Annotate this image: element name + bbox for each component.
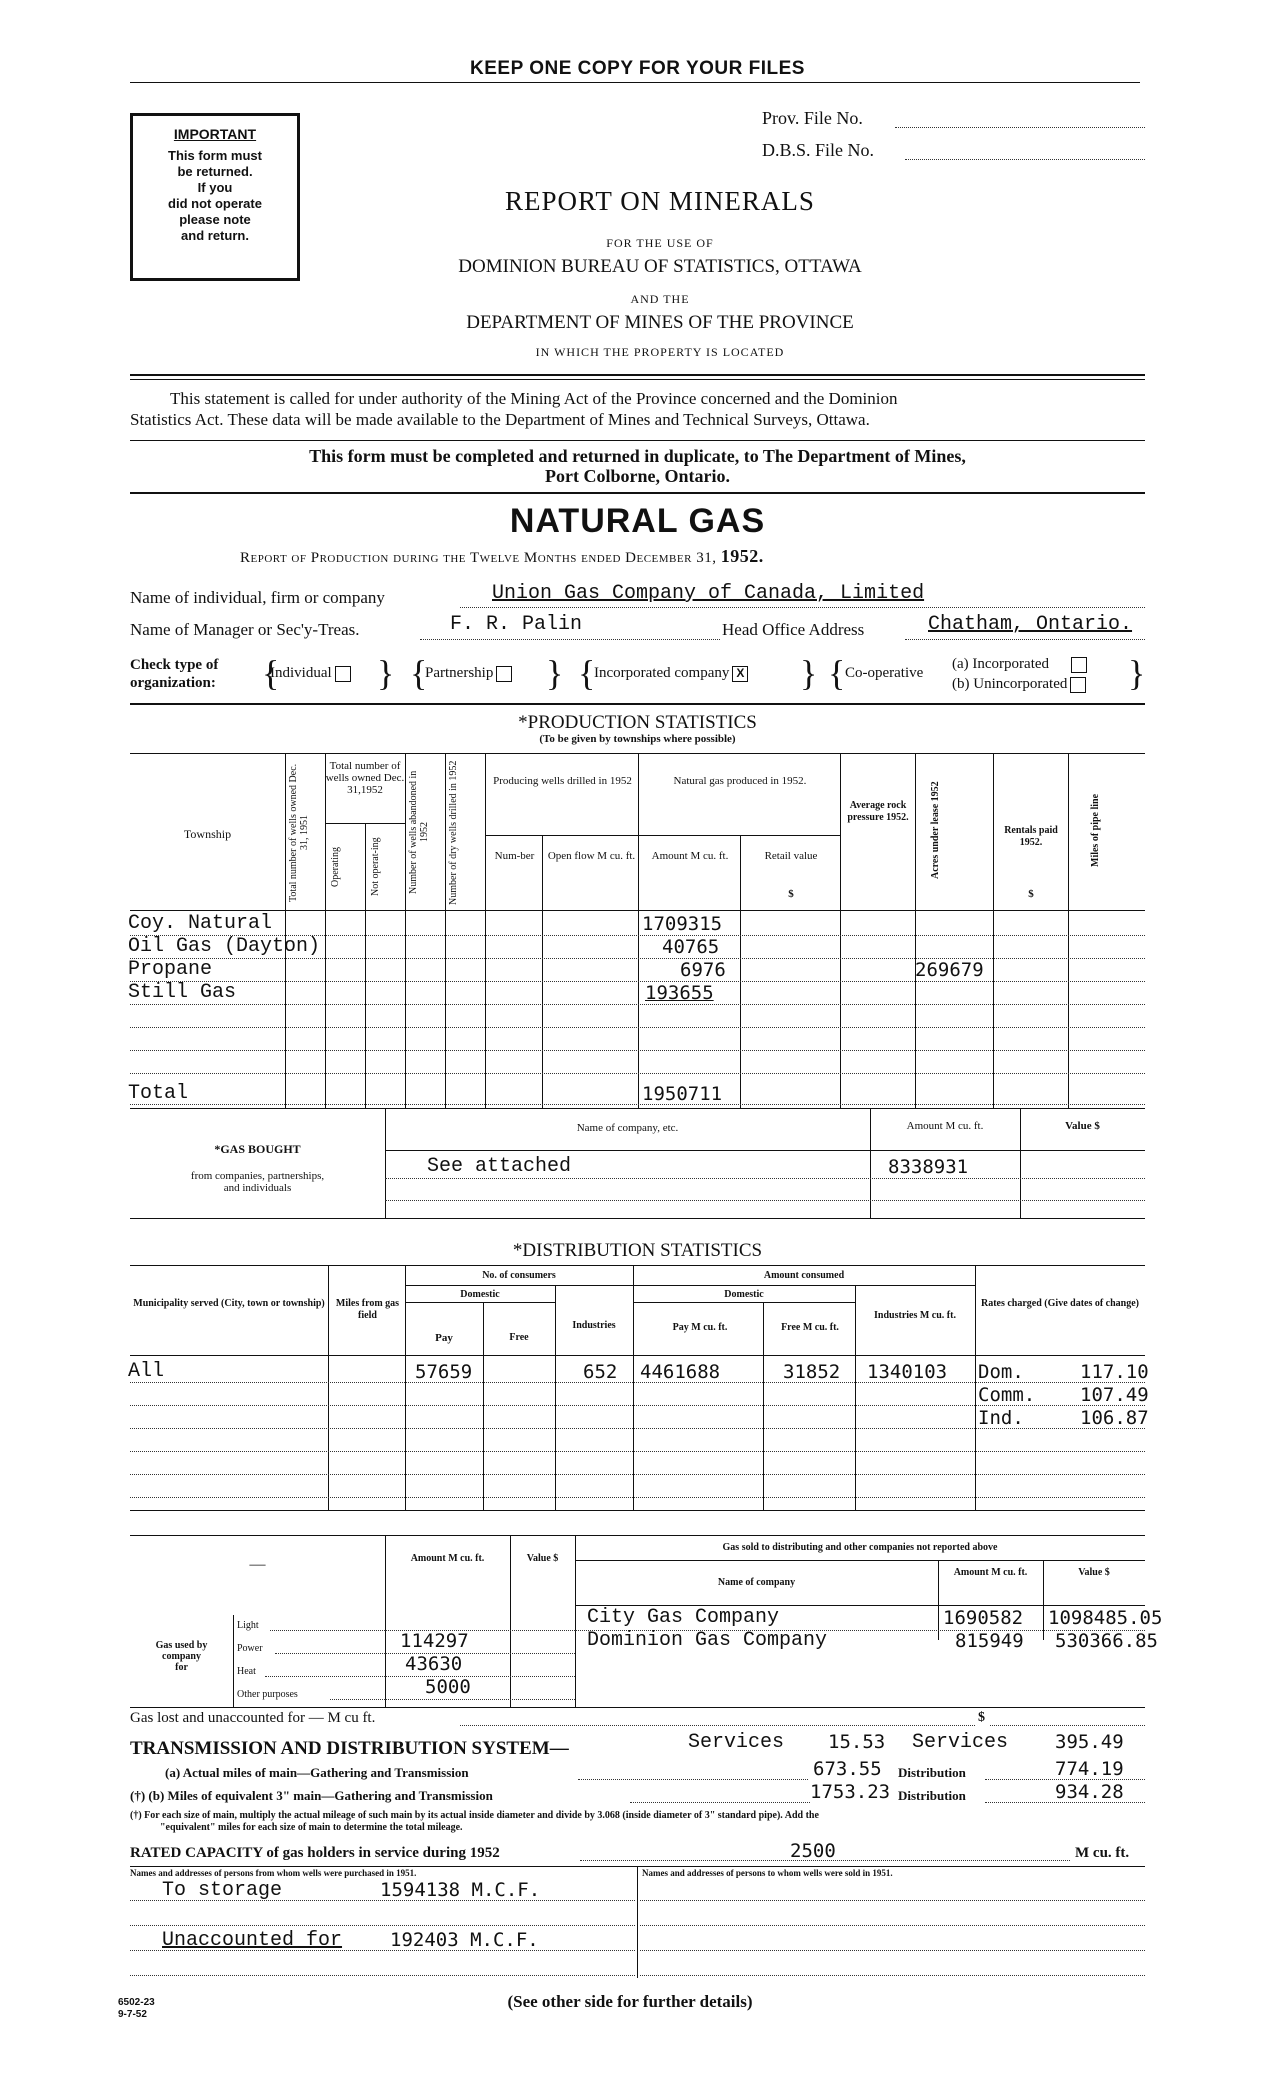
gas-used-power: Power (237, 1643, 263, 1654)
gas-sold-company[interactable]: City Gas Company (587, 1606, 780, 1629)
transmission-footnote: (†) For each size of main, multiply the actual mileage of such main by its actual inside diameter and divide by 3.068 (inside diameter of 3" standard pipe). Add the "equivalent" miles for each size of main to determine the total mileage. (130, 1810, 819, 1833)
dist-pay[interactable]: 57659 (415, 1361, 473, 1383)
col-producing-wells: Producing wells drilled in 1952 (493, 775, 632, 787)
col-dry-wells: Number of dry wells drilled in 1952 (448, 760, 459, 905)
dist-pay-mcf[interactable]: 4461688 (640, 1361, 721, 1383)
gas-used-top (130, 1535, 1145, 1536)
dist-col-domestic: Domestic (460, 1289, 500, 1300)
services2-label: Services (912, 1731, 1009, 1754)
col-total-wells-1951: Total number of wells owned Dec. 31, 1951 (288, 763, 310, 902)
total-amount[interactable]: 1950711 (642, 1083, 723, 1105)
capacity-label: RATED CAPACITY of gas holders in service during 1952 (130, 1845, 500, 1861)
company-name-line (460, 607, 1145, 608)
table-row-amount[interactable]: 193655 (645, 982, 714, 1004)
dist-col-free: Free (509, 1332, 529, 1343)
rate-comm-value[interactable]: 107.49 (1080, 1384, 1149, 1406)
capacity-value[interactable]: 2500 (790, 1840, 836, 1862)
brace-open-1: { (262, 653, 280, 693)
dist-col-consumers: No. of consumers (482, 1270, 556, 1281)
report-year: 1952. (720, 546, 764, 566)
distribution-header-bottom (130, 1355, 1145, 1356)
brace-close-4: } (1128, 653, 1146, 693)
col-rentals: Rentals paid 1952. (1004, 825, 1058, 848)
gas-used-bottom (130, 1707, 1145, 1708)
important-box (130, 113, 300, 281)
distribution-top (130, 1265, 1145, 1266)
gas-bought-title: *GAS BOUGHT (214, 1142, 301, 1156)
distribution-bottom (130, 1510, 1145, 1511)
table-row-township[interactable]: Oil Gas (Dayton) (128, 935, 321, 958)
rate-ind-value[interactable]: 106.87 (1080, 1407, 1149, 1429)
brace-open-4: { (828, 653, 846, 693)
line-a-distribution-value[interactable]: 774.19 (1055, 1758, 1124, 1780)
gas-used-light: Light (237, 1620, 259, 1631)
col-acres: Acres under lease 1952 (930, 781, 941, 879)
return-rule (130, 492, 1145, 494)
gas-used-other: Other purposes (237, 1689, 298, 1700)
individual-checkbox[interactable] (335, 666, 351, 682)
gas-sold-amount[interactable]: 1690582 (943, 1607, 1024, 1629)
manager-value[interactable]: F. R. Palin (450, 613, 583, 636)
table-row-township[interactable]: Coy. Natural (128, 912, 273, 935)
col-retail-dollar: $ (788, 888, 794, 900)
col-total-wells-1952: Total number of wells owned Dec. 31,1952 (325, 760, 405, 796)
dbs-file-field[interactable] (905, 159, 1145, 160)
company-name-value[interactable]: Union Gas Company of Canada, Limited (492, 582, 925, 605)
brace-close-3: } (800, 653, 818, 693)
dist-col-pay: Pay (435, 1332, 453, 1344)
incorporated-checkbox[interactable]: X (732, 666, 748, 682)
distribution-title: *DISTRIBUTION STATISTICS (512, 1240, 763, 1261)
col-retail: Retail value (764, 850, 818, 862)
rate-comm-label: Comm. (978, 1384, 1036, 1406)
form-number: 6502-23 9-7-52 (118, 1997, 155, 2020)
production-table-bottom (130, 1108, 1145, 1109)
services1-label: Services (688, 1731, 785, 1754)
gas-used-label: Gas used by company for (155, 1640, 208, 1673)
wells-line2-label[interactable]: Unaccounted for (162, 1929, 343, 1952)
return-instructions: This form must be completed and returned in duplicate, to The Department of Mines, Port Colborne, Ontario. (309, 446, 966, 486)
wells-purchased-label: Names and addresses of persons from whom wells were purchased in 1951. (130, 1868, 417, 1878)
dbs-file-label: D.B.S. File No. (762, 140, 875, 160)
gas-sold-amount[interactable]: 815949 (955, 1630, 1024, 1652)
bureau-name: DOMINION BUREAU OF STATISTICS, OTTAWA (458, 256, 862, 277)
dist-municipality[interactable]: All (128, 1360, 165, 1383)
dist-col-domestic2: Domestic (724, 1289, 764, 1300)
wells-line1-value[interactable]: 1594138 M.C.F. (380, 1879, 541, 1901)
total-label: Total (128, 1082, 189, 1105)
prov-file-label: Prov. File No. (762, 108, 863, 128)
in-which-text: IN WHICH THE PROPERTY IS LOCATED (535, 345, 785, 359)
brace-close-2: } (546, 653, 564, 693)
natural-gas-title: NATURAL GAS (509, 502, 766, 540)
table-row-acres[interactable]: 269679 (915, 959, 984, 981)
gas-used-heat: Heat (237, 1666, 256, 1677)
gas-sold-value[interactable]: 1098485.05 (1048, 1607, 1163, 1629)
line-a-value[interactable]: 673.55 (813, 1758, 882, 1780)
production-subtitle: (To be given by townships where possible) (539, 733, 736, 745)
dist-col-amount-consumed: Amount consumed (763, 1270, 845, 1281)
wells-sold-label: Names and addresses of persons to whom wells were sold in 1951. (642, 1868, 893, 1878)
col-abandoned: Number of wells abandoned in 1952 (408, 770, 430, 895)
dist-free-mcf[interactable]: 31852 (783, 1361, 841, 1383)
head-office-label: Head Office Address (722, 620, 865, 639)
gas-bought-subtitle: from companies, partnerships, and individuals (190, 1170, 325, 1194)
brace-open-3: { (578, 653, 596, 693)
coop-incorporated[interactable]: (a) Incorporated (952, 654, 1087, 674)
coop-options (952, 654, 1087, 694)
report-period: Report of Production during the Twelve Months ended December 31, 1952. (240, 546, 764, 566)
transmission-title: TRANSMISSION AND DISTRIBUTION SYSTEM— (130, 1738, 569, 1759)
gas-sold-col-amount: Amount M cu. ft. (953, 1567, 1028, 1578)
authority-statement: This statement is called for under authority of the Mining Act of the Province concerned and the Dominion Statistics Act. These data will be made available to the Department of Mines and Technical Surveys, Ottawa. (130, 389, 898, 429)
brace-open-2: { (410, 653, 428, 693)
line-b-label: (†) (b) Miles of equivalent 3" main—Gathering and Transmission (130, 1788, 493, 1803)
production-title: *PRODUCTION STATISTICS (518, 712, 757, 733)
org-cooperative: Co-operative (845, 665, 924, 681)
col-miles-pipe: Miles of pipe line (1090, 793, 1101, 867)
head-office-value[interactable]: Chatham, Ontario. (928, 613, 1133, 636)
department-name: DEPARTMENT OF MINES OF THE PROVINCE (466, 312, 854, 333)
important-text: This form must be returned. If you did not operate please note and return. (168, 148, 262, 243)
wells-line1-label[interactable]: To storage (162, 1879, 283, 1902)
top-banner: KEEP ONE COPY FOR YOUR FILES (470, 58, 805, 79)
head-office-line (905, 639, 1145, 640)
services2-value[interactable]: 395.49 (1055, 1731, 1124, 1753)
org-rule (130, 703, 1145, 705)
gas-bought-col-amount: Amount M cu. ft. (906, 1120, 984, 1132)
dist-col-free-mcf: Free M cu. ft. (781, 1322, 839, 1333)
gas-sold-title: Gas sold to distributing and other companies not reported above (722, 1542, 998, 1553)
gas-used-col-value: Value $ (526, 1553, 559, 1564)
dist-col-industries: Industries (572, 1320, 616, 1331)
header-rule-1 (130, 374, 1145, 376)
dist-col-pay-mcf: Pay M cu. ft. (672, 1322, 728, 1333)
gas-sold-col-value: Value $ (1078, 1567, 1110, 1578)
manager-label: Name of Manager or Sec'y-Treas. (130, 620, 360, 639)
table-row-amount[interactable]: 40765 (662, 936, 720, 958)
col-number: Num-ber (494, 850, 535, 862)
line-b-distribution-value[interactable]: 934.28 (1055, 1781, 1124, 1803)
gas-bought-col-company: Name of company, etc. (576, 1122, 679, 1134)
table-row-amount[interactable]: 6976 (680, 959, 726, 981)
col-township: Township (183, 827, 232, 841)
manager-line (420, 639, 720, 640)
gas-sold-col-company: Name of company (717, 1577, 796, 1588)
statement-rule (130, 440, 1145, 441)
table-row-amount[interactable]: 1709315 (642, 913, 723, 935)
for-use-text: FOR THE USE OF (606, 236, 714, 250)
line-a-distribution-label: Distribution (898, 1765, 966, 1780)
col-rentals-dollar: $ (1028, 888, 1034, 900)
coop-unincorporated-checkbox[interactable] (1070, 677, 1086, 693)
gas-sold-value[interactable]: 530366.85 (1055, 1630, 1158, 1652)
org-type-label: Check type of organization: (130, 657, 219, 691)
rate-dom-value[interactable]: 117.10 (1080, 1361, 1149, 1383)
gas-used-heat-value[interactable]: 43630 (405, 1653, 463, 1675)
gas-bought-amount[interactable]: 8338931 (888, 1156, 969, 1178)
col-amount: Amount M cu. ft. (651, 850, 729, 862)
wells-line2-value[interactable]: 192403 M.C.F. (390, 1929, 539, 1951)
dist-col-miles: Miles from gas field (335, 1298, 400, 1321)
footer-note: (See other side for further details) (507, 1992, 753, 2011)
gas-bought-company[interactable]: See attached (427, 1155, 572, 1178)
gas-sold-company[interactable]: Dominion Gas Company (587, 1629, 828, 1652)
gas-used-dash: — (249, 1556, 266, 1573)
org-partnership[interactable]: Partnership (425, 665, 512, 682)
rate-ind-label: Ind. (978, 1407, 1024, 1429)
col-open-flow: Open flow M cu. ft. (547, 850, 636, 862)
gas-bought-bottom (130, 1218, 1145, 1219)
important-title: IMPORTANT (173, 126, 257, 142)
coop-unincorporated[interactable]: (b) Unincorporated (952, 674, 1087, 694)
and-the-text: AND THE (630, 292, 690, 306)
dist-col-rates: Rates charged (Give dates of change) (980, 1298, 1140, 1309)
line-a-label: (a) Actual miles of main—Gathering and Transmission (165, 1765, 469, 1780)
dist-industries[interactable]: 652 (583, 1361, 618, 1383)
brace-close-1: } (377, 653, 395, 693)
company-name-label: Name of individual, firm or company (130, 588, 385, 607)
dist-col-municipality: Municipality served (City, town or township) (133, 1298, 325, 1309)
dist-col-industries-mcf: Industries M cu. ft. (874, 1310, 956, 1321)
gas-used-other-value[interactable]: 5000 (425, 1676, 471, 1698)
col-gas-produced: Natural gas produced in 1952. (673, 775, 807, 787)
org-incorporated[interactable]: Incorporated company X (594, 665, 748, 682)
partnership-checkbox[interactable] (496, 666, 512, 682)
gas-lost-label: Gas lost and unaccounted for — M cu ft. (130, 1710, 376, 1726)
line-b-distribution-label: Distribution (898, 1788, 966, 1803)
services1-value[interactable]: 15.53 (828, 1731, 886, 1753)
table-row-township[interactable]: Propane (128, 958, 213, 981)
gas-used-col-amount: Amount M cu. ft. (410, 1553, 485, 1564)
prov-file-field[interactable] (895, 127, 1145, 128)
col-operating: Operating (330, 847, 341, 887)
coop-incorporated-checkbox[interactable] (1071, 657, 1087, 673)
rate-dom-label: Dom. (978, 1361, 1024, 1383)
report-title: REPORT ON MINERALS (505, 186, 815, 216)
line-b-value[interactable]: 1753.23 (810, 1781, 891, 1803)
table-row-township[interactable]: Still Gas (128, 981, 237, 1004)
gas-bought-col-value: Value $ (1065, 1120, 1100, 1132)
col-not-operating: Not operat-ing (370, 837, 381, 897)
gas-lost-dollar: $ (978, 1710, 985, 1725)
gas-used-power-value[interactable]: 114297 (400, 1630, 469, 1652)
org-individual[interactable]: Individual (270, 665, 351, 682)
top-rule (130, 82, 1140, 83)
header-rule-2 (130, 379, 1145, 380)
col-rock-pressure: Average rock pressure 1952. (847, 800, 909, 823)
production-header-bottom (130, 910, 1145, 911)
dist-industries-mcf[interactable]: 1340103 (867, 1361, 948, 1383)
capacity-unit: M cu. ft. (1075, 1845, 1130, 1861)
